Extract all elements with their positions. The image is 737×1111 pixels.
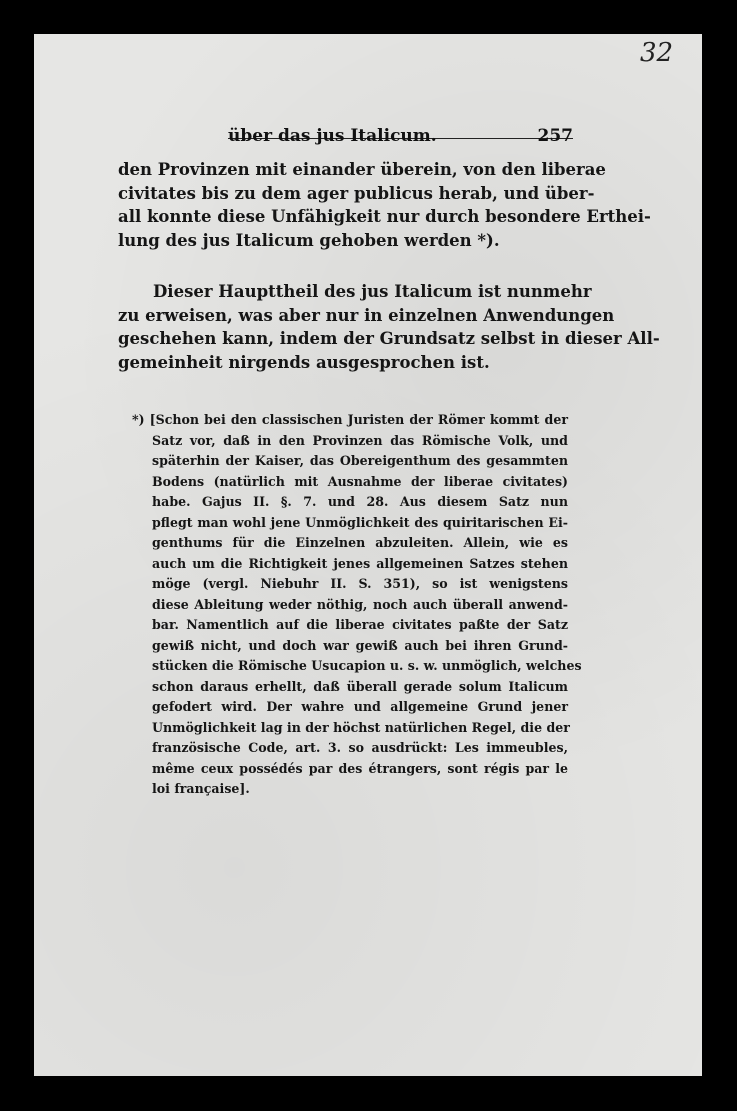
footnote-line: diese Ableitung weder nöthig, noch auch überall anwend-	[152, 596, 568, 612]
body-line: Dieser Haupttheil des jus Italicum ist nunmehr	[153, 282, 592, 301]
body-line: geschehen kann, indem der Grundsatz selbst in dieser All-	[118, 329, 660, 348]
footnote-line: stücken die Römische Usucapion u. s. w. unmöglich, welches	[152, 658, 582, 673]
footnote-line: bar. Namentlich auf die liberae civitates paßte der Satz	[152, 617, 568, 632]
footnote-line: späterhin der Kaiser, das Obereigenthum des gesammten	[152, 453, 568, 468]
footnote-line: Unmöglichkeit lag in der höchst natürlichen Regel, die der	[152, 719, 570, 735]
running-head-title: über das jus Italicum.	[228, 126, 437, 146]
body-line: gemeinheit nirgends ausgesprochen ist.	[118, 352, 490, 372]
footnote-line: *) [Schon bei den classischen Juristen der Römer kommt der	[132, 412, 568, 427]
footnote-line: gefodert wird. Der wahre und allgemeine Grund jener	[152, 699, 568, 714]
body-line: all konnte diese Unfähigkeit nur durch besondere Erthei-	[118, 207, 651, 226]
footnote-line: genthums für die Einzelnen abzuleiten. Allein, wie es	[152, 535, 568, 550]
footnote-line: gewiß nicht, und doch war gewiß auch bei ihren Grund-	[152, 637, 568, 653]
footnote-line: schon daraus erhellt, daß überall gerade solum Italicum	[152, 678, 568, 694]
footnote-line: même ceux possédés par des étrangers, sont régis par le	[152, 760, 568, 776]
handwritten-folio-number: 32	[640, 38, 674, 68]
footnote-line: auch um die Richtigkeit jenes allgemeinen Satzes stehen	[152, 555, 568, 571]
footnote-line: habe. Gajus II. §. 7. und 28. Aus diesem Satz nun	[152, 494, 568, 509]
footnote-line: Satz vor, daß in den Provinzen das Römische Volk, und	[152, 432, 568, 448]
footnote-line: möge (vergl. Niebuhr II. S. 351), so ist wenigstens	[152, 576, 568, 591]
footnote-line: pflegt man wohl jene Unmöglichkeit des quiritarischen Ei-	[152, 514, 568, 530]
page-number: 257	[537, 126, 573, 146]
footnote-line: loi française].	[152, 781, 250, 796]
body-line: zu erweisen, was aber nur in einzelnen Anwendungen	[118, 305, 615, 325]
body-line: lung des jus Italicum gehoben werden *).	[118, 230, 500, 250]
footnote-line: französische Code, art. 3. so ausdrückt: Les immeubles,	[152, 740, 568, 755]
body-line: civitates bis zu dem ager publicus herab, und über-	[118, 183, 595, 203]
footnote-line: Bodens (natürlich mit Ausnahme der liberae civitates)	[152, 473, 568, 489]
body-line: den Provinzen mit einander überein, von den liberae	[118, 160, 606, 179]
